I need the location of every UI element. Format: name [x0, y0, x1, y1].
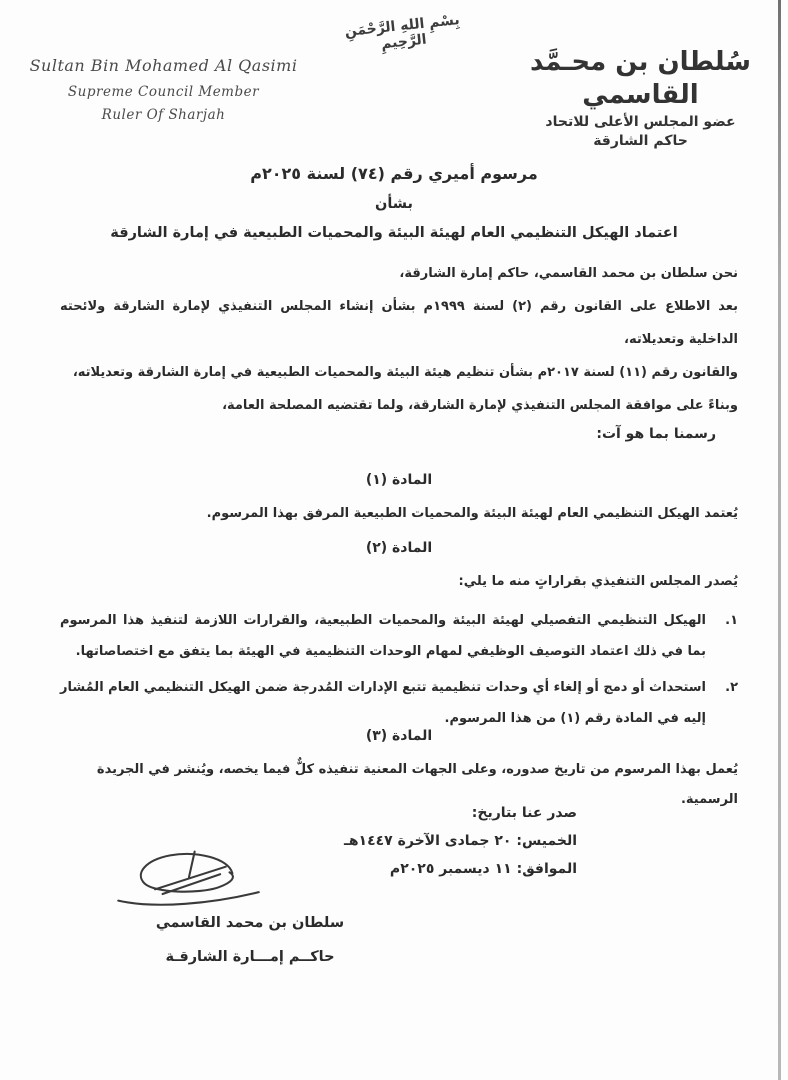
preamble-paragraph: بعد الاطلاع على القانون رقم (٢) لسنة ١٩٩٩م بشأن إنشاء المجلس التنفيذي لإمارة الشارقة ولائحته الداخلية وتعديلاته، [60, 299, 739, 347]
signatory-name: سلطان بن محمد القاسمي [155, 915, 345, 931]
preamble-paragraph: والقانون رقم (١١) لسنة ٢٠١٧م بشأن تنظيم هيئة البيئة والمحميات الطبيعية في إمارة الشارقة وتعديلاته، [72, 365, 738, 380]
item-number: ٢. [725, 680, 738, 695]
issuance-label: صدر عنا بتاريخ: [471, 805, 577, 821]
letterhead-english [26, 56, 301, 130]
ruler-name-english: Sultan Bin Mohamed Al Qasimi [29, 56, 298, 75]
ruler-title-arabic-2: حاكم الشارقة [593, 133, 688, 149]
letterhead-arabic [513, 46, 768, 149]
preamble [60, 257, 738, 422]
article-1-body: يُعتمد الهيكل التنظيمي العام لهيئة البيئة والمحميات الطبيعية المرفق بهذا المرسوم. [206, 506, 738, 521]
article-2-heading: المادة (٢) [365, 540, 433, 556]
ruler-title-english-2: Ruler Of Sharjah [101, 107, 226, 123]
article-2-item-1 [60, 605, 738, 667]
scan-edge-line [778, 0, 781, 1080]
preamble-paragraph: نحن سلطان بن محمد القاسمي، حاكم إمارة الشارقة، [399, 266, 738, 281]
bismillah-calligraphy: بِسْمِ اللهِ الرَّحْمَنِ الرَّحِيمِ [343, 12, 461, 53]
signature-scribble-icon [110, 845, 268, 911]
article-2-items [60, 605, 738, 734]
article-3-heading: المادة (٣) [365, 728, 433, 744]
article-1-heading: المادة (١) [365, 472, 433, 488]
article-2-body: يُصدر المجلس التنفيذي بقراراتٍ منه ما يلي: [458, 574, 738, 589]
article-1 [60, 472, 738, 529]
article-3-body: يُعمل بهذا المرسوم من تاريخ صدوره، وعلى الجهات المعنية تنفيذه كلٌّ فيما يخصه، ويُنشر في الجريدة الرسمية. [96, 762, 738, 807]
signature-block [110, 845, 390, 985]
decree-intro: رسمنا بما هو آت: [596, 426, 716, 442]
signatory-title: حاكــم إمـــارة الشارقـة [165, 949, 335, 965]
article-2-item-2 [60, 672, 738, 734]
decree-number-line: مرسوم أميري رقم (٧٤) لسنة ٢٠٢٥م [250, 164, 538, 183]
issuance-gregorian-date: الموافق: ١١ ديسمبر ٢٠٢٥م [389, 861, 577, 877]
item-number: ١. [725, 613, 738, 628]
ruler-name-arabic: سُلطان بن محـمَّد القاسمي [530, 47, 751, 110]
article-2 [60, 540, 738, 739]
issuance-hijri-date: الخميس: ٢٠ جمادى الآخرة ١٤٤٧هـ [344, 833, 577, 849]
ruler-title-english-1: Supreme Council Member [67, 84, 260, 100]
item-text: الهيكل التنظيمي التفصيلي لهيئة البيئة والمحميات الطبيعية، والقرارات اللازمة لتنفيذ هذا المرسوم بما في ذلك اعتماد التوصيف الوظيفي لمهام الوحدات التنظيمية في الهيئة بما يتفق مع اختصاصاتها. [60, 613, 706, 659]
ruler-title-arabic-1: عضو المجلس الأعلى للاتحاد [545, 114, 736, 130]
preamble-paragraph: وبناءً على موافقة المجلس التنفيذي لإمارة الشارقة، ولما تقتضيه المصلحة العامة، [222, 398, 738, 413]
item-text: استحداث أو دمج أو إلغاء أي وحدات تنظيمية تتبع الإدارات المُدرجة ضمن الهيكل التنظيمي العام المُشار إليه في المادة رقم (١) من هذا المرسوم. [60, 680, 706, 726]
decree-regarding-word: بشأن [374, 196, 414, 212]
decree-title [48, 164, 740, 241]
decree-subject-line: اعتماد الهيكل التنظيمي العام لهيئة البيئة والمحميات الطبيعية في إمارة الشارقة [110, 225, 678, 241]
